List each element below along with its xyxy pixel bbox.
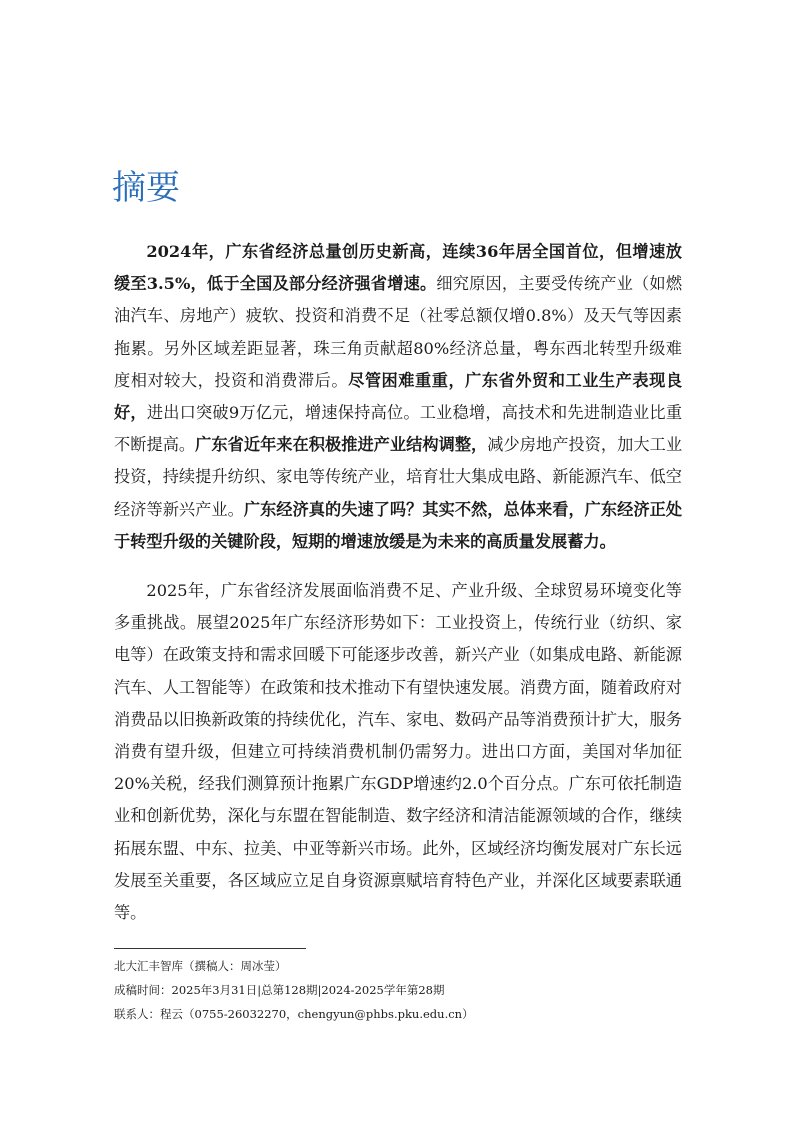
abstract-paragraph-1 [114, 236, 682, 558]
bold-segment: 尽管困难重重，广东省外贸和工业生产表现良好， [114, 370, 683, 423]
text-segment: 2025年，广东省经济发展面临消费不足、产业升级、全球贸易环境变化等多重挑战。展望2025年广东经济形势如下：工业投资上，传统行业（纺织、家电等）在政策支持和需求回暖下可能逐步改善，新兴产业（如集成电路、新能源汽车、人工智能等）在政策和技术推动下有望快速发展。消费方面，随着政府对消费品以旧换新政策的持续优化，汽车、家电、数码产品等消费预计扩大，服务消费有望升级，但建立可持续消费机制仍需努力。进出口方面，美国对华加征20%关税，经我们测算预计拖累广东GDP增速约2.0个百分点。广东可依托制造业和创新优势，深化与东盟在智能制造、数字经济和清洁能源领域的合作，继续拓展东盟、中东、拉美、中亚等新兴市场。此外，区域经济均衡发展对广东长远发展至关重要，各区域应立足自身资源禀赋培育特色产业，并深化区域要素联通等。 [114, 581, 682, 923]
page-title: 摘要 [112, 168, 180, 208]
footer-date-issue: 成稿时间：2025年3月31日|总第128期|2024-2025学年第28期 [114, 983, 445, 997]
footer-divider [114, 948, 306, 949]
text-segment: 减少房地产投资，加大工业投资，持续提升纺织、家电等传统产业，培育壮大集成电路、新能源汽车、低空经济等新兴产业。 [114, 435, 683, 519]
bold-segment: 2024年，广东省经济总量创历史新高，连续36年居全国首位，但增速放缓至3.5%，低于全国及部分经济强省增速。 [114, 242, 682, 294]
abstract-paragraph-2 [114, 575, 682, 929]
bold-segment: 广东省近年来在积极推进产业结构调整， [195, 435, 488, 455]
bold-segment: 广东经济真的失速了吗？其实不然，总体来看，广东经济正处于转型升级的关键阶段，短期的增速放缓是为未来的高质量发展蓄力。 [114, 499, 683, 551]
text-segment: 细究原因，主要受传统产业（如燃油汽车、房地产）疲软、投资和消费不足（社零总额仅增0.8%）及天气等因素拖累。另外区域差距显著，珠三角贡献超80%经济总量，粤东西北转型升级难度相对较大，投资和消费滞后。 [114, 274, 683, 390]
text-segment: 进出口突破9万亿元，增速保持高位。工业稳增，高技术和先进制造业比重不断提高。 [114, 403, 683, 455]
footer-author: 北大汇丰智库（撰稿人：周冰莹） [114, 959, 287, 973]
footer-contact: 联系人：程云（0755-26032270，chengyun@phbs.pku.edu.cn） [114, 1007, 474, 1021]
